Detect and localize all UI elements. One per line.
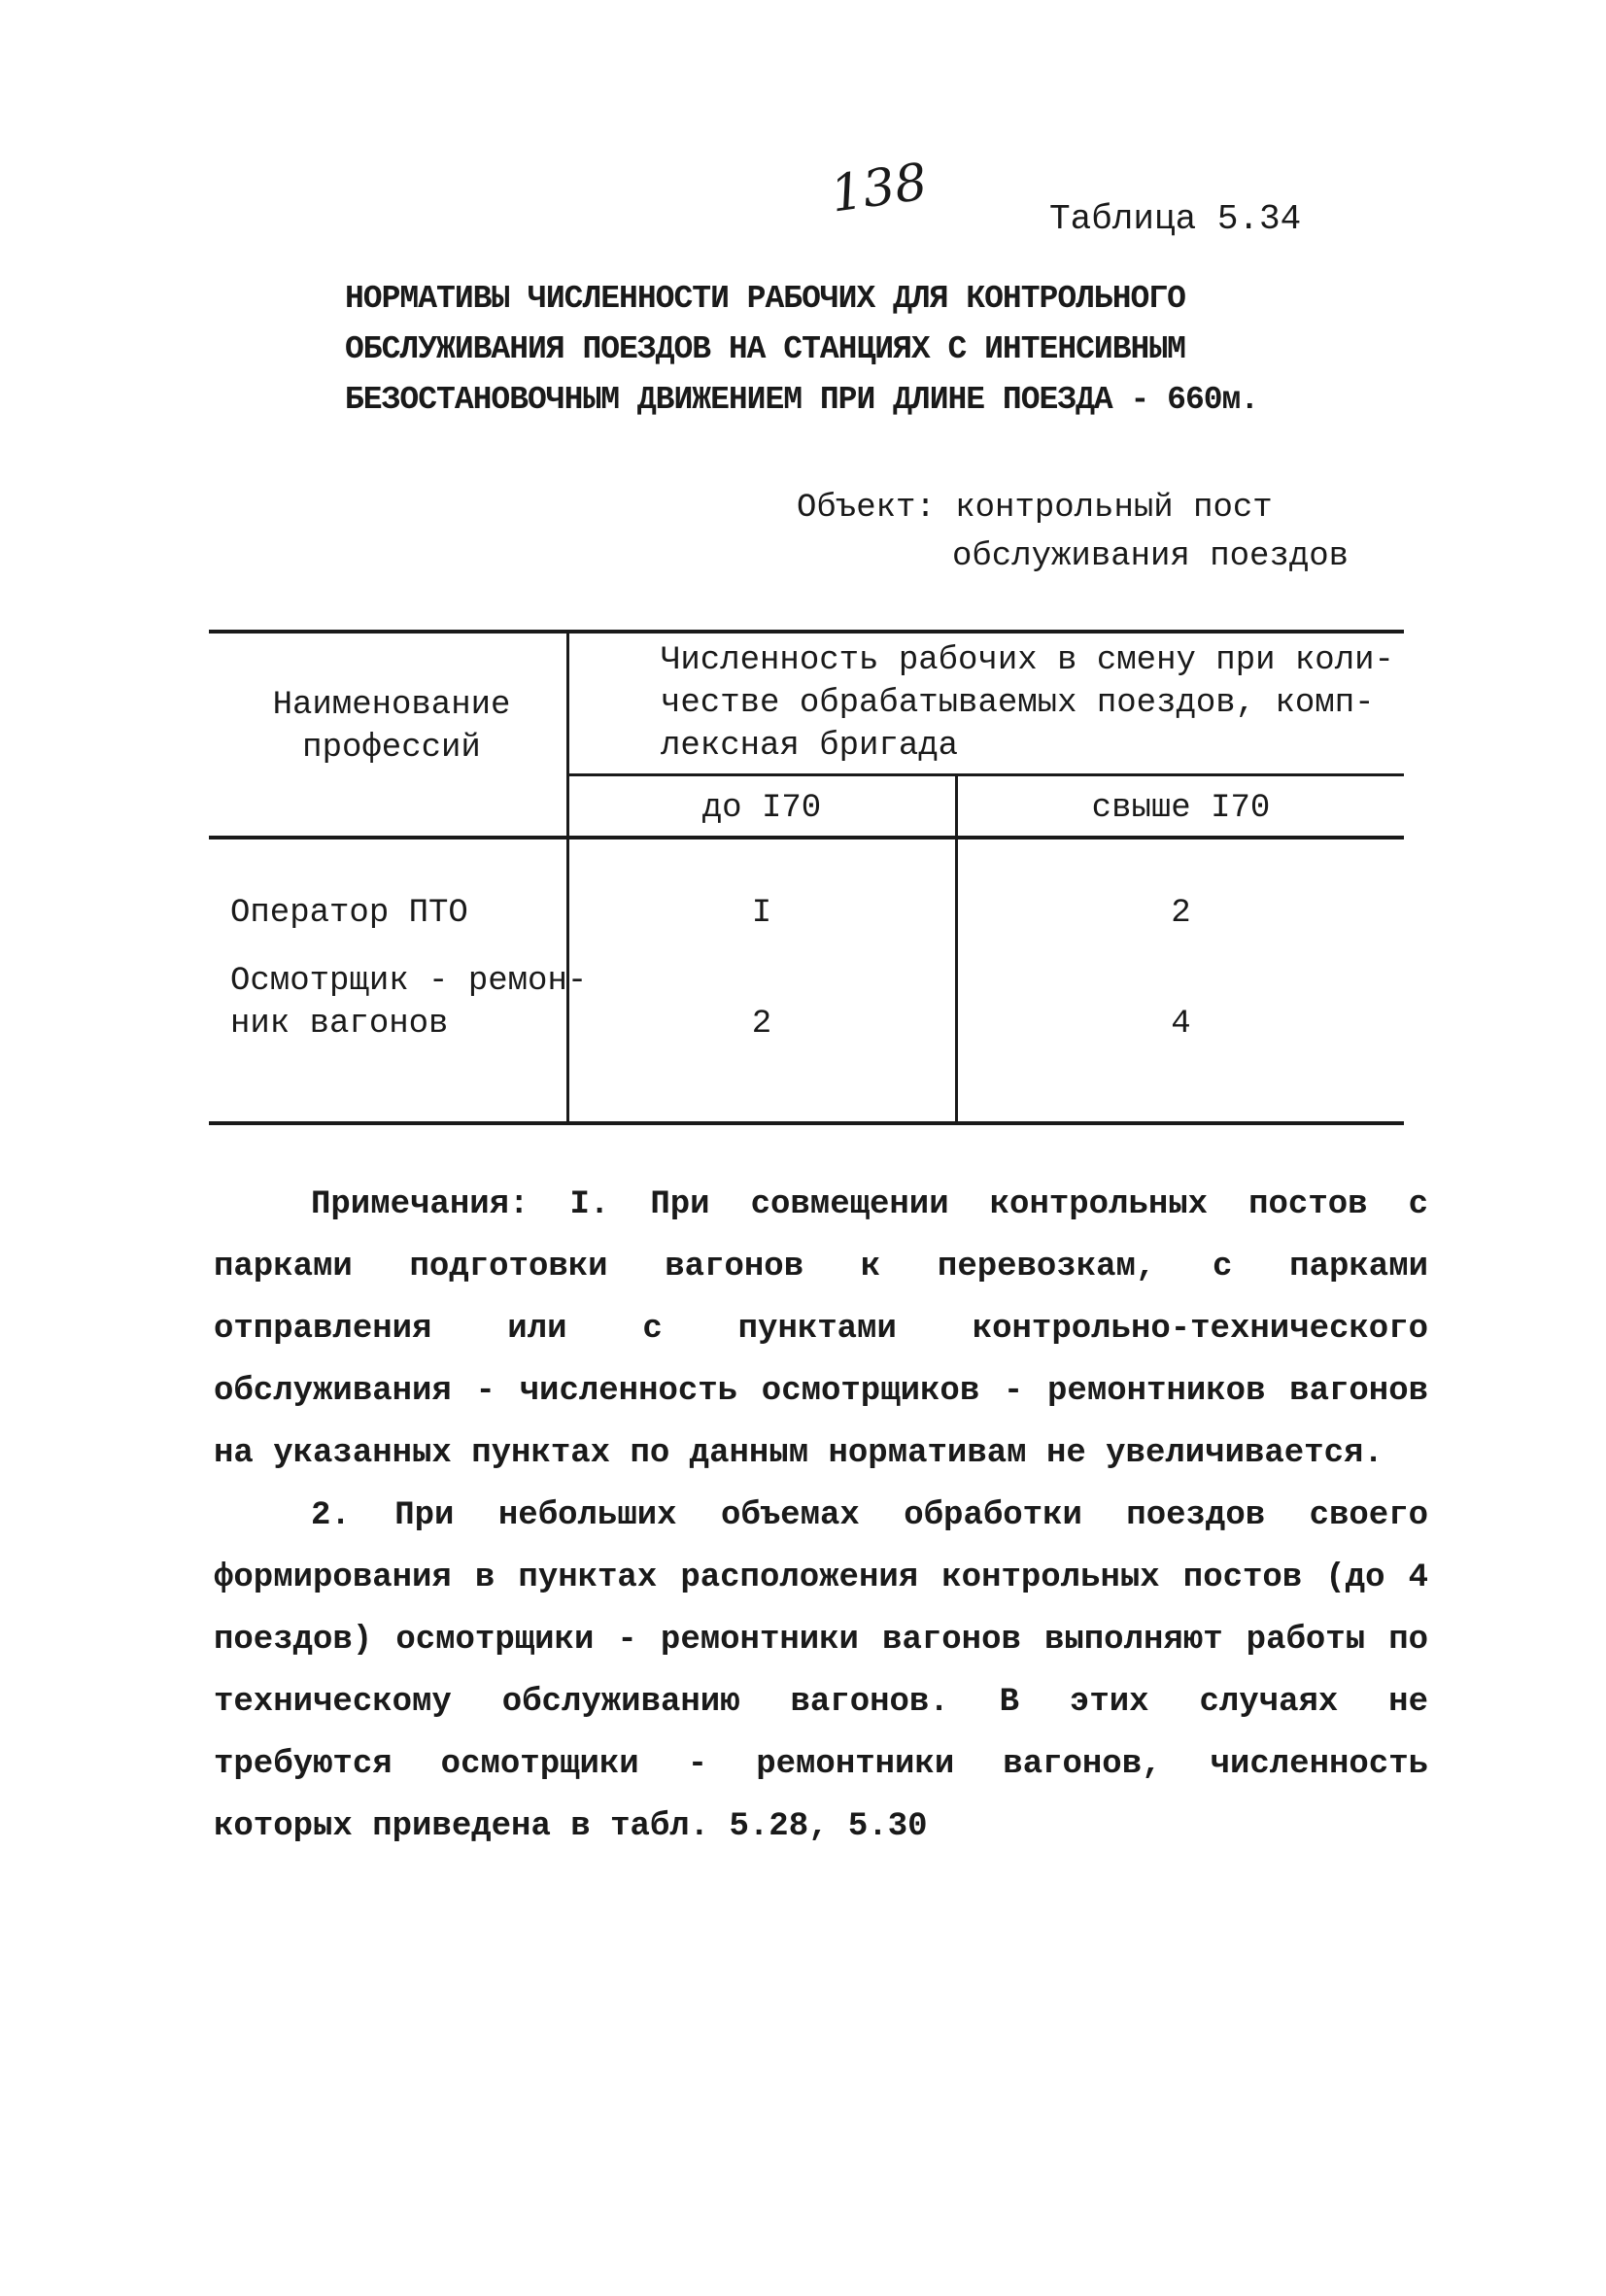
object-label: Объект:: [797, 490, 936, 527]
row-profession: Осмотрщик - ремон- ник вагонов: [230, 963, 588, 1043]
title-line: НОРМАТИВЫ ЧИСЛЕННОСТИ РАБОЧИХ ДЛЯ КОНТРОЛЬНОГО: [345, 281, 1185, 317]
table-subheader-rule: [566, 773, 1404, 776]
notes: [214, 1174, 1428, 1858]
page-number: 138: [827, 153, 931, 224]
table-top-rule: [209, 630, 1404, 634]
object-block: [797, 484, 1349, 581]
table-label: Таблица 5.34: [1049, 199, 1302, 239]
row-value-b: 4: [1171, 1006, 1191, 1043]
title-line: БЕЗОСТАНОВОЧНЫМ ДВИЖЕНИЕМ ПРИ ДЛИНЕ ПОЕЗДА - 660м.: [345, 382, 1259, 418]
document-title: [345, 274, 1316, 426]
header-up-to-170: до I70: [701, 790, 822, 827]
row-value-a: I: [751, 895, 772, 932]
row-profession: Оператор ПТО: [230, 895, 468, 932]
header-profession: Наименование профессий: [272, 687, 511, 767]
note-2: 2. При небольших объемах обработки поездов своего формирования в пунктах расположения контрольных постов (до 4 поездов) осмотрщики - ремонтники вагонов выполняют работы по техническому обслуживанию вагонов. В этих случаях не требуются осмотрщики - ремонтники вагонов, численность которых приведена в табл. 5.28, 5.30: [214, 1497, 1428, 1845]
header-over-170: свыше I70: [1091, 790, 1271, 827]
object-line: контрольный пост: [955, 490, 1273, 527]
header-workers-per-shift: Численность рабочих в смену при коли- честве обрабатываемых поездов, комп- лексная бригада: [661, 642, 1394, 765]
norms-table: [209, 630, 1404, 1127]
row-value-a: 2: [751, 1006, 772, 1043]
table-vrule-1: [566, 630, 569, 1125]
title-line: ОБСЛУЖИВАНИЯ ПОЕЗДОВ НА СТАНЦИЯХ С ИНТЕНСИВНЫМ: [345, 331, 1185, 367]
note-1: Примечания: I. При совмещении контрольных постов с парками подготовки вагонов к перевозкам, с парками отправления или с пунктами контрольно-технического обслуживания - численность осмотрщиков - ремонтников вагонов на указанных пунктах по данным нормативам не увеличивается.: [214, 1186, 1428, 1472]
table-bottom-rule: [209, 1121, 1404, 1125]
object-line: обслуживания поездов: [952, 538, 1350, 575]
table-header-rule: [209, 836, 1404, 840]
row-value-b: 2: [1171, 895, 1191, 932]
